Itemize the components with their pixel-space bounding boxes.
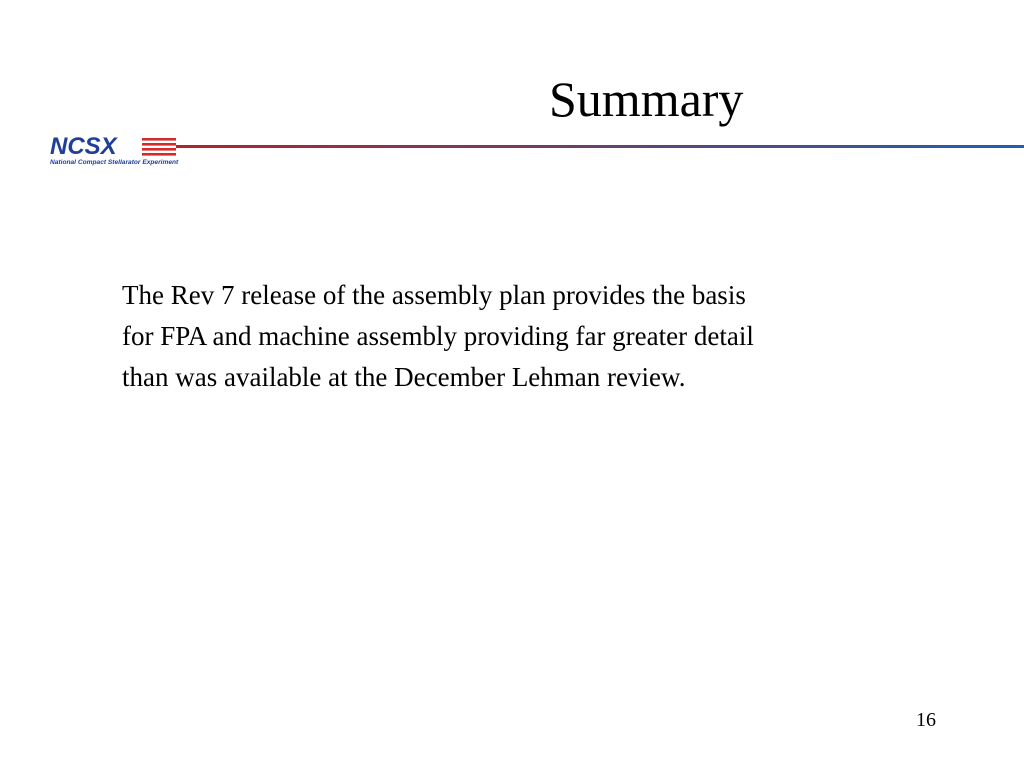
page-number: 16 [916, 709, 936, 731]
ncsx-logo [46, 130, 180, 170]
svg-text:National Compact Stellarator E: National Compact Stellarator Experiment [50, 159, 179, 166]
body-line: The Rev 7 release of the assembly plan provides the basis [122, 280, 746, 310]
body-line: than was available at the December Lehman review. [122, 362, 686, 392]
svg-text:NCSX: NCSX [50, 133, 117, 160]
body-paragraph [122, 275, 942, 398]
body-line: for FPA and machine assembly providing far greater detail [122, 321, 754, 351]
slide-title: Summary [549, 71, 744, 127]
header-rule [176, 145, 1024, 148]
